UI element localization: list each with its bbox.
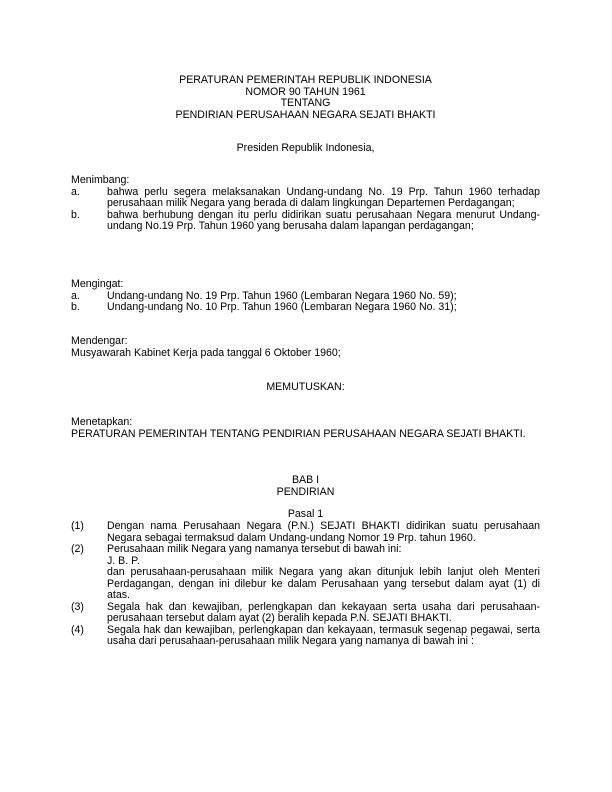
section-text: Musyawarah Kabinet Kerja pada tanggal 6 Oktober 1960;	[71, 346, 341, 359]
item-text: Perusahaan milik Negara yang namanya tersebut di bawah ini:	[107, 543, 402, 556]
section-heading: Mendengar:	[71, 335, 128, 347]
article-items	[71, 521, 540, 648]
list-item	[71, 521, 540, 544]
item-label: (1)	[71, 520, 84, 532]
section-heading: Menetapkan:	[71, 416, 133, 428]
item-text: bahwa berhubung dengan itu perlu didirikan suatu perusahaan Negara menurut Undang-undang No.19 Prp. Tahun 1960 yang berusaha dalam lapangan perdagangan;	[107, 208, 540, 233]
title-line: PENDIRIAN PERUSAHAAN NEGARA SEJATI BHAKTI	[175, 108, 436, 121]
list-item	[71, 625, 540, 648]
chapter-title: PENDIRIAN	[276, 485, 335, 498]
item-text-continued: dan perusahaan-perusahaan milik Negara yang akan ditunjuk lebih lanjut oleh Menteri Perdagangan, dengan ini dilebur ke dalam Perusahaan yang tersebut dalam ayat (1) di atas.	[107, 566, 540, 602]
item-label: b.	[71, 208, 80, 221]
title-line: TENTANG	[280, 97, 331, 110]
list-item	[71, 602, 540, 625]
title-line: NOMOR 90 TAHUN 1961	[245, 85, 366, 98]
mengingat-section	[71, 279, 540, 314]
item-label: b.	[71, 301, 80, 314]
list-item	[71, 210, 540, 233]
section-text: PERATURAN PEMERINTAH TENTANG PENDIRIAN PERUSAHAAN NEGARA SEJATI BHAKTI.	[71, 427, 526, 440]
president-line: Presiden Republik Indonesia,	[236, 142, 375, 154]
list-item	[71, 187, 540, 210]
section-heading: Mengingat:	[71, 278, 124, 290]
item-text: Dengan nama Perusahaan Negara (P.N.) SEJATI BHAKTI didirikan suatu perusahaan Negara sebagai termaksud dalam Undang-undang Nomor 19 Prp. tahun 1960.	[107, 520, 540, 544]
menimbang-section	[71, 175, 540, 233]
document-title	[71, 75, 540, 121]
item-label: a.	[71, 185, 80, 198]
list-item	[71, 544, 540, 602]
chapter-number: BAB I	[291, 474, 320, 486]
item-text: Segala hak dan kewajiban, perlengkapan dan kekayaan, termasuk segenap pegawai, serta usaha dari perusahaan-perusahaan milik Negara yang namanya di bawah ini :	[107, 623, 540, 648]
item-text: Undang-undang No. 19 Prp. Tahun 1960 (Lembaran Negara 1960 No. 59);	[107, 289, 457, 302]
item-subtext: J. B. P.	[107, 554, 140, 567]
mendengar-section	[71, 336, 540, 359]
list-item	[71, 302, 540, 314]
item-text: bahwa perlu segera melaksanakan Undang-undang No. 19 Prp. Tahun 1960 terhadap perusahaan milik Negara yang berada di dalam lingkungan Departemen Perdagangan;	[107, 185, 540, 210]
item-label: (4)	[71, 623, 84, 636]
chapter-heading	[71, 475, 540, 498]
article-heading: Pasal 1	[287, 508, 324, 520]
item-label: (3)	[71, 600, 84, 613]
item-label: a.	[71, 289, 80, 302]
item-text: Undang-undang No. 10 Prp. Tahun 1960 (Lembaran Negara 1960 No. 31);	[107, 301, 457, 314]
item-text: Segala hak dan kewajiban, perlengkapan dan kekayaan serta usaha dari perusahaan-perusahaan tersebut dalam ayat (2) beralih kepada P.N. SEJATI BHAKTI.	[107, 600, 540, 625]
section-heading: Menimbang:	[71, 174, 130, 186]
menetapkan-section	[71, 417, 540, 440]
item-label: (2)	[71, 543, 84, 556]
memutuskan-heading: MEMUTUSKAN:	[266, 381, 345, 393]
title-line: PERATURAN PEMERINTAH REPUBLIK INDONESIA	[179, 74, 432, 86]
